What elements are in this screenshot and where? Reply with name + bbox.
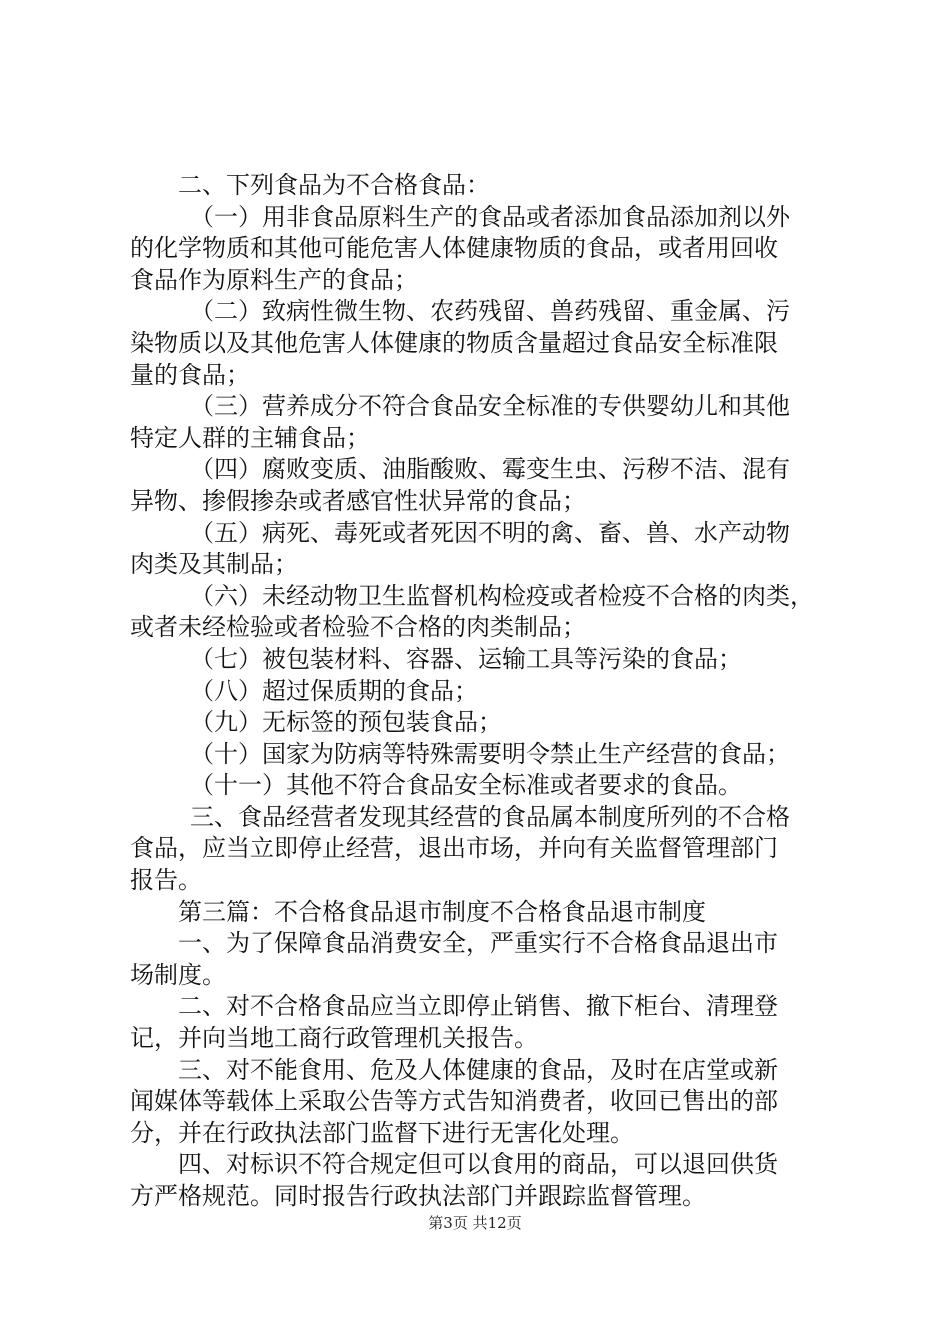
text-line: （十一）其他不符合食品安全标准或者要求的食品。 [190, 771, 742, 800]
text-line: 的化学物质和其他可能危害人体健康物质的食品，或者用回收 [130, 234, 778, 263]
text-line: （五）病死、毒死或者死因不明的禽、畜、兽、水产动物 [190, 518, 790, 547]
text-line: 肉类及其制品； [130, 550, 298, 579]
text-line: 场制度。 [130, 960, 226, 989]
text-line: （十）国家为防病等特殊需要明令禁止生产经营的食品； [190, 739, 790, 768]
text-line: 特定人群的主辅食品； [130, 423, 370, 452]
text-line: 一、为了保障食品消费安全，严重实行不合格食品退出市 [178, 929, 778, 958]
text-line: 闻媒体等载体上采取公告等方式告知消费者，收回已售出的部 [130, 1087, 778, 1116]
text-line: 第三篇：不合格食品退市制度不合格食品退市制度 [178, 897, 706, 926]
text-line: 二、对不合格食品应当立即停止销售、撤下柜台、清理登 [178, 992, 778, 1021]
text-line: 或者未经检验或者检验不合格的肉类制品； [130, 613, 586, 642]
text-line: （六）未经动物卫生监督机构检疫或者检疫不合格的肉类， [190, 581, 814, 610]
text-line: （七）被包装材料、容器、运输工具等污染的食品； [190, 644, 742, 673]
text-line: 方严格规范。同时报告行政执法部门并跟踪监督管理。 [130, 1182, 706, 1210]
text-line: 记，并向当地工商行政管理机关报告。 [130, 1024, 538, 1053]
text-line: 食品，应当立即停止经营，退出市场，并向有关监督管理部门 [130, 834, 778, 863]
text-line: 三、食品经营者发现其经营的食品属本制度所列的不合格 [190, 802, 790, 831]
document-body [130, 170, 830, 1213]
text-line: 报告。 [130, 866, 202, 895]
text-line: 量的食品； [130, 360, 250, 389]
text-line: 染物质以及其他危害人体健康的物质含量超过食品安全标准限 [130, 328, 778, 357]
text-line: 三、对不能食用、危及人体健康的食品，及时在店堂或新 [178, 1055, 778, 1084]
text-line: （八）超过保质期的食品； [190, 676, 478, 705]
text-line: （二）致病性微生物、农药残留、兽药残留、重金属、污 [190, 297, 790, 326]
text-line: （一）用非食品原料生产的食品或者添加食品添加剂以外 [190, 202, 790, 231]
text-line: （三）营养成分不符合食品安全标准的专供婴幼儿和其他 [190, 392, 790, 421]
text-line: 四、对标识不符合规定但可以食用的商品，可以退回供货 [178, 1150, 778, 1179]
text-line: 分，并在行政执法部门监督下进行无害化处理。 [130, 1118, 634, 1147]
page-number-footer: 第3页 共12页 [428, 1214, 522, 1232]
text-line: 二、下列食品为不合格食品： [178, 171, 490, 199]
text-line: （九）无标签的预包装食品； [190, 708, 502, 737]
text-line: （四）腐败变质、油脂酸败、霉变生虫、污秽不洁、混有 [190, 455, 790, 484]
text-line: 食品作为原料生产的食品； [130, 265, 418, 294]
text-line: 异物、掺假掺杂或者感官性状异常的食品； [130, 486, 586, 515]
